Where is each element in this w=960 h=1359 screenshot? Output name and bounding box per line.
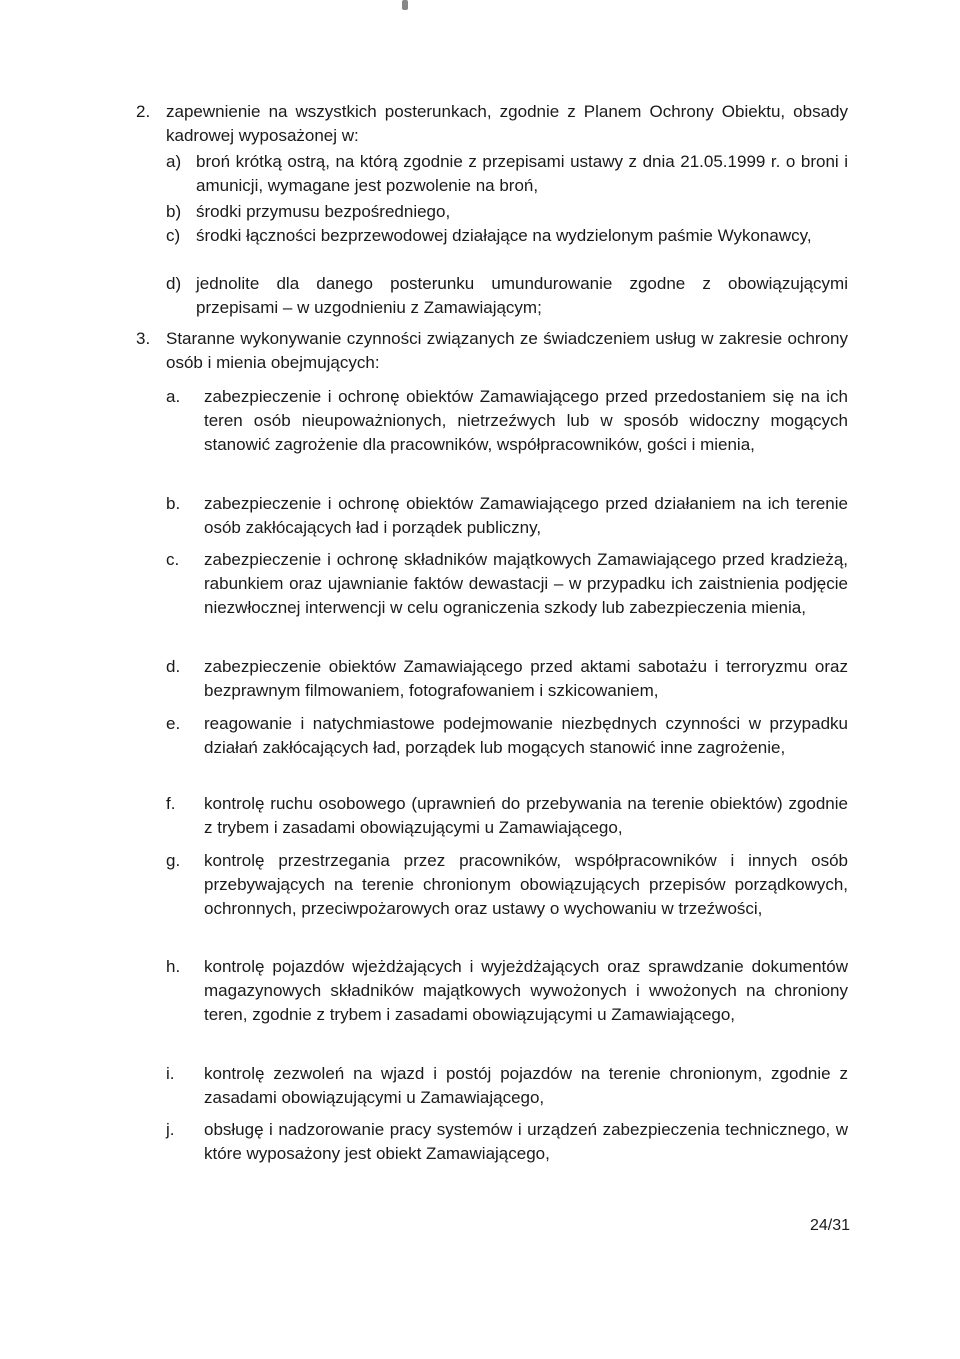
item-label: j. — [166, 1120, 175, 1139]
section-intro: zapewnienie na wszystkich posterunkach, zgodnie z Planem Ochrony Obiektu, obsady kadrowej wyposażonej w: — [166, 102, 848, 145]
item-label: e. — [166, 714, 181, 733]
item-list — [166, 375, 848, 1175]
item-text: środki łączności bezprzewodowej działające na wydzielonym paśmie Wykonawcy, — [196, 226, 812, 245]
item-text: kontrolę przestrzegania przez pracowników, współpracowników i innych osób przebywających na terenie chronionym obowiązujących przepisów porządkowych, ochronnych, przeciwpożarowych oraz ustawy o wychowaniu w trzeźwości, — [204, 851, 848, 918]
list-item — [166, 655, 848, 703]
item-text: zabezpieczenie i ochronę składników majątkowych Zamawiającego przed kradzieżą, rabunkiem oraz ujawnianie faktów dewastacji – w przypadku ich zaistnienia podjęcie niezwłocznej interwencji w celu ograniczenia szkody lub zabezpieczenia mienia, — [204, 550, 848, 617]
item-text: reagowanie i natychmiastowe podejmowanie niezbędnych czynności w przypadku działań zakłócających ład, porządek lub mogących stanowić inne zagrożenie, — [204, 714, 848, 757]
item-label: c. — [166, 550, 180, 569]
item-label: a) — [166, 152, 182, 171]
item-label: g. — [166, 851, 181, 870]
item-label: b) — [166, 202, 182, 221]
list-item — [166, 150, 848, 198]
list-item — [166, 792, 848, 840]
item-text: środki przymusu bezpośredniego, — [196, 202, 451, 221]
section-number: 2. — [136, 102, 151, 121]
list-item — [166, 1118, 848, 1166]
list-item — [166, 1062, 848, 1110]
list-item — [166, 548, 848, 620]
list-item — [166, 492, 848, 540]
item-text: obsługę i nadzorowanie pracy systemów i urządzeń zabezpieczenia technicznego, w które wyposażony jest obiekt Zamawiającego, — [204, 1120, 848, 1163]
item-text: kontrolę ruchu osobowego (uprawnień do przebywania na terenie obiektów) zgodnie z trybem i zasadami obowiązującymi u Zamawiającego, — [204, 794, 848, 837]
item-text: zabezpieczenie obiektów Zamawiającego przed aktami sabotażu i terroryzmu oraz bezprawnym filmowaniem, fotografowaniem i szkicowaniem, — [204, 657, 848, 700]
item-label: f. — [166, 794, 176, 813]
item-label: d. — [166, 657, 181, 676]
page-number: 24/31 — [810, 1217, 851, 1234]
list-item — [166, 849, 848, 921]
list-item — [166, 712, 848, 760]
item-text: broń krótką ostrą, na którą zgodnie z przepisami ustawy z dnia 21.05.1999 r. o broni i amunicji, wymagane jest pozwolenie na broń, — [196, 152, 848, 195]
list-item — [166, 385, 848, 457]
section-intro: Staranne wykonywanie czynności związanych ze świadczeniem usług w zakresie ochrony osób i mienia obejmujących: — [166, 329, 848, 372]
item-label: d) — [166, 274, 182, 293]
item-label: a. — [166, 387, 181, 406]
list-item — [166, 272, 848, 320]
item-text: jednolite dla danego posterunku umundurowanie zgodne z obowiązującymi przepisami – w uzgodnieniu z Zamawiającym; — [196, 274, 848, 317]
item-text: kontrolę pojazdów wjeżdżających i wyjeżdżających oraz sprawdzanie dokumentów magazynowych składników majątkowych wywożonych i wwożonych na chroniony teren, zgodnie z trybem i zasadami obowiązującymi u Zamawiającego, — [204, 957, 848, 1024]
scan-artifact — [402, 0, 408, 10]
section-3 — [136, 327, 848, 1175]
item-list — [166, 148, 848, 316]
item-label: i. — [166, 1064, 175, 1083]
section-number: 3. — [136, 329, 151, 348]
item-text: zabezpieczenie i ochronę obiektów Zamawiającego przed przedostaniem się na ich teren osób nieupoważnionych, nietrzeźwych lub w sposób widoczny mogących stanowić zagrożenie dla pracowników, współpracowników, gości i mienia, — [204, 387, 848, 454]
list-item — [166, 200, 848, 224]
item-label: c) — [166, 226, 181, 245]
item-text: kontrolę zezwoleń na wjazd i postój pojazdów na terenie chronionym, zgodnie z zasadami obowiązującymi u Zamawiającego, — [204, 1064, 848, 1107]
item-label: h. — [166, 957, 181, 976]
item-label: b. — [166, 494, 181, 513]
list-item — [166, 224, 848, 248]
section-2 — [136, 100, 848, 316]
item-text: zabezpieczenie i ochronę obiektów Zamawiającego przed działaniem na ich terenie osób zakłócających ład i porządek publiczny, — [204, 494, 848, 537]
list-item — [166, 955, 848, 1027]
